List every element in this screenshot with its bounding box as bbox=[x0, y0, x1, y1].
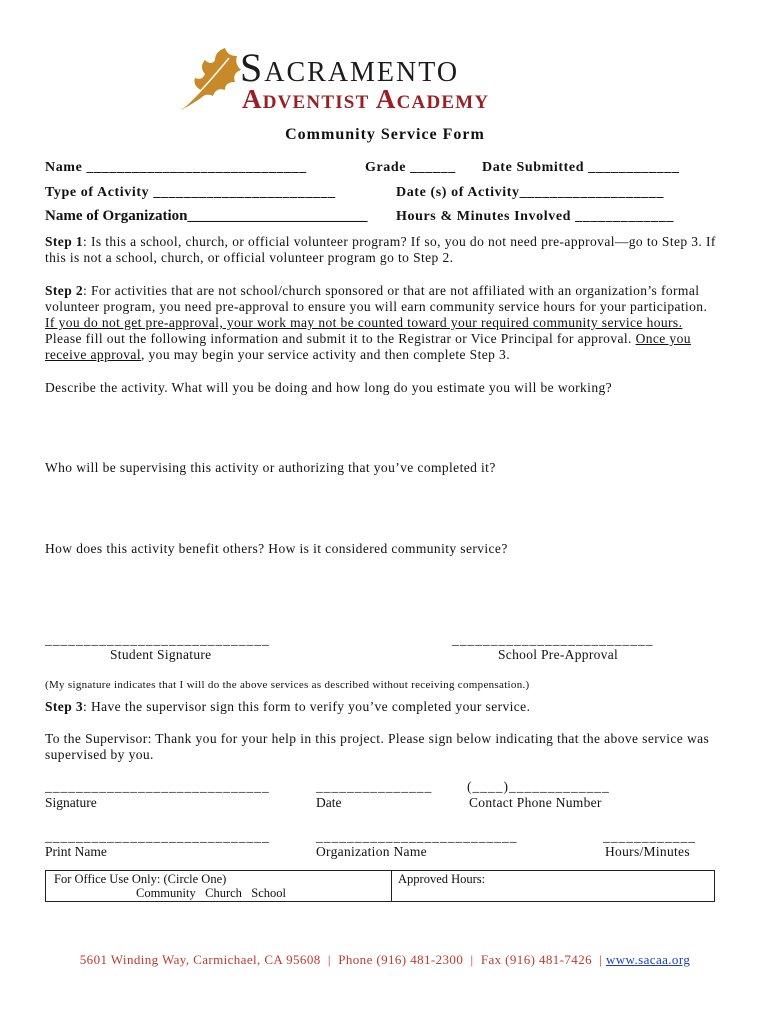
office-use-box bbox=[45, 870, 715, 902]
step2-approval-text: Once you receive approval bbox=[45, 331, 691, 362]
organization-name-line[interactable]: __________________________ bbox=[316, 829, 518, 844]
oak-leaf-logo-icon bbox=[175, 44, 247, 114]
organization-name-label: Organization Name bbox=[316, 844, 427, 859]
question-describe-activity: Describe the activity. What will you be doing and how long do you estimate you will be working? bbox=[45, 380, 613, 395]
activity-category-options[interactable]: Community Church School bbox=[136, 886, 286, 900]
type-of-activity-field[interactable]: Type of Activity ________________________ bbox=[45, 185, 336, 200]
office-box-divider bbox=[391, 871, 392, 901]
school-preapproval-label: School Pre-Approval bbox=[498, 647, 619, 662]
step2-label: Step 2 bbox=[45, 283, 84, 298]
question-benefit: How does this activity benefit others? How is it considered community service? bbox=[45, 541, 508, 556]
hours-minutes-involved-field[interactable]: Hours & Minutes Involved _____________ bbox=[396, 209, 674, 224]
date-line[interactable]: _______________ bbox=[316, 779, 433, 794]
date-submitted-field[interactable]: Date Submitted ____________ bbox=[482, 160, 680, 175]
grade-field[interactable]: Grade ______ bbox=[365, 160, 456, 175]
step2-text-e: , you may begin your service activity and then complete Step 3. bbox=[140, 347, 510, 362]
contact-phone-label: Contact Phone Number bbox=[469, 795, 602, 810]
step2-text-c: Please fill out the following information and submit it to the Registrar or Vice Principal for approval. bbox=[45, 331, 636, 346]
print-name-line[interactable]: _____________________________ bbox=[45, 829, 270, 844]
logo-line2: Adventist Academy bbox=[242, 84, 490, 114]
step1-paragraph bbox=[45, 234, 720, 266]
student-signature-label: Student Signature bbox=[110, 647, 212, 662]
date-label: Date bbox=[316, 795, 342, 810]
footer bbox=[0, 952, 770, 968]
hours-minutes-line[interactable]: ____________ bbox=[603, 829, 696, 844]
footer-address: 5601 Winding Way, Carmichael, CA 95608 | Phone (916) 481-2300 | Fax (916) 481-7426 | bbox=[79, 952, 606, 967]
student-signature-line[interactable]: _____________________________ bbox=[45, 632, 270, 647]
contact-phone-line[interactable]: (____)_____________ bbox=[467, 779, 610, 794]
supervisor-note: To the Supervisor: Thank you for your help in this project. Please sign below indicating that the above service was supervised by you. bbox=[45, 731, 710, 762]
signature-note: (My signature indicates that I will do the above services as described without receiving compensation.) bbox=[45, 679, 530, 691]
approved-hours-label: Approved Hours: bbox=[398, 872, 486, 886]
logo-line1: Sacramento bbox=[240, 45, 460, 90]
website-link[interactable]: www.sacaa.org bbox=[605, 952, 691, 967]
step3-text: : Have the supervisor sign this form to verify you’ve completed your service. bbox=[83, 699, 531, 714]
step3-label: Step 3 bbox=[45, 699, 84, 714]
supervisor-signature-line[interactable]: _____________________________ bbox=[45, 779, 270, 794]
step1-text: : Is this a school, church, or official volunteer program? If so, you do not need pre-approval—go to Step 3. If this is not a school, church, or official volunteer program go to Step 2. bbox=[45, 234, 716, 265]
dates-of-activity-field[interactable]: Date (s) of Activity___________________ bbox=[396, 185, 664, 200]
form-title: Community Service Form bbox=[285, 126, 485, 143]
step2-text-a: : For activities that are not school/church sponsored or that are not affiliated with an organization’s formal volunteer program, you need pre-approval to ensure you will earn community service hours for your participation. bbox=[45, 283, 708, 314]
print-name-label: Print Name bbox=[45, 844, 107, 859]
step2-paragraph bbox=[45, 283, 720, 363]
organization-name-field[interactable]: Name of Organization________________________ bbox=[45, 208, 368, 224]
office-use-label: For Office Use Only: (Circle One) bbox=[54, 872, 227, 886]
step1-label: Step 1 bbox=[45, 234, 84, 249]
name-field[interactable]: Name _____________________________ bbox=[45, 160, 307, 175]
signature-label: Signature bbox=[45, 795, 97, 810]
step3-paragraph bbox=[45, 699, 720, 715]
school-preapproval-line[interactable]: __________________________ bbox=[452, 632, 654, 647]
question-supervisor: Who will be supervising this activity or authorizing that you’ve completed it? bbox=[45, 460, 496, 475]
step2-warning-text: If you do not get pre-approval, your work may not be counted toward your required community service hours. bbox=[45, 315, 683, 330]
hours-minutes-label: Hours/Minutes bbox=[605, 844, 690, 859]
